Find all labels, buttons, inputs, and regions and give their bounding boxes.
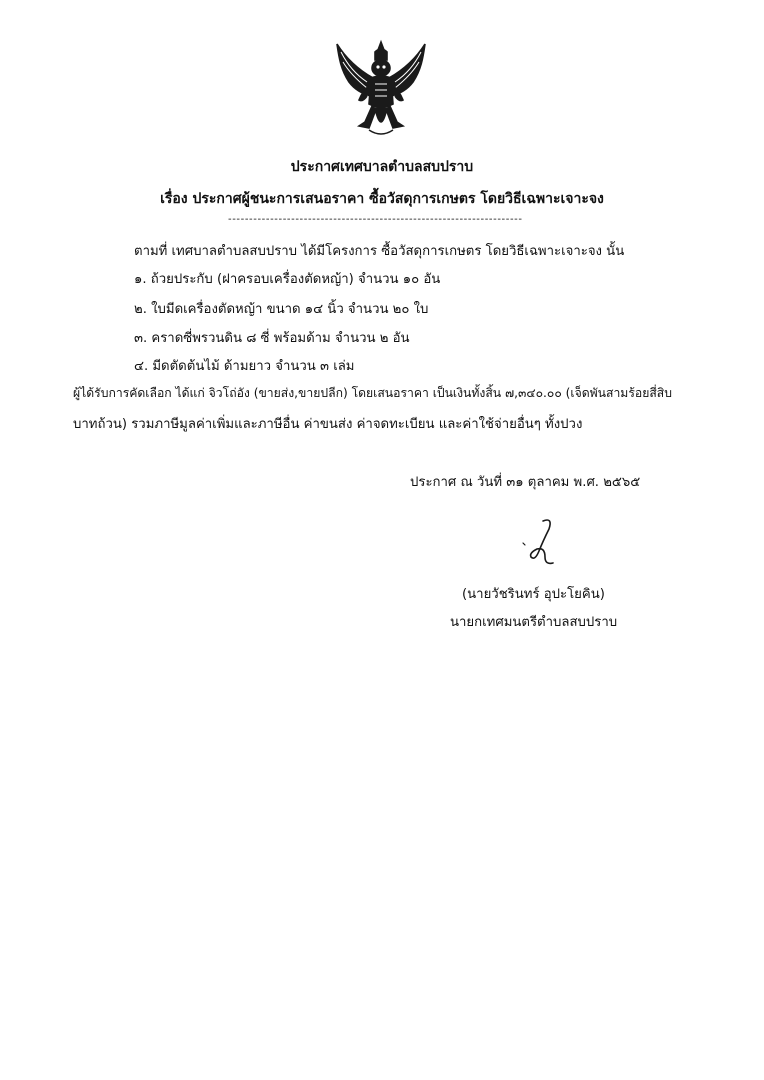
signature-icon: [515, 515, 567, 573]
signer-name: (นายวัชรินทร์ อุปะโยคิน): [462, 587, 605, 602]
document-subject: เรื่อง ประกาศผู้ชนะการเสนอราคา ซื้อวัสดุการเกษตร โดยวิธีเฉพาะเจาะจง: [160, 191, 604, 207]
item-2: ๒. ใบมีดเครื่องตัดหญ้า ขนาด ๑๔ นิ้ว จำนวน ๒๐ ใบ: [134, 302, 429, 317]
item-4: ๔. มีดตัดต้นไม้ ด้ามยาว จำนวน ๓ เล่ม: [134, 359, 355, 374]
garuda-emblem-icon: [329, 38, 433, 142]
item-1: ๑. ถ้วยประกับ (ฝาครอบเครื่องตัดหญ้า) จำนวน ๑๐ อัน: [134, 272, 441, 287]
title-separator: ----------------------------------------------------------------------: [228, 214, 523, 225]
signer-position: นายกเทศมนตรีตำบลสบปราบ: [450, 615, 618, 630]
document-title: ประกาศเทศบาลตำบลสบปราบ: [290, 159, 474, 175]
announcement-date: ประกาศ ณ วันที่ ๓๑ ตุลาคม พ.ศ. ๒๕๖๕: [410, 475, 641, 490]
item-3: ๓. คราดซี่พรวนดิน ๘ ซี่ พร้อมด้าม จำนวน ๒ อัน: [134, 331, 410, 346]
intro-paragraph: ตามที่ เทศบาลตำบลสบปราบ ได้มีโครงการ ซื้อวัสดุการเกษตร โดยวิธีเฉพาะเจาะจง นั้น: [134, 244, 625, 259]
winner-line-1: ผู้ได้รับการคัดเลือก ได้แก่ จิวโถ่อัง (ขายส่ง,ขายปลีก) โดยเสนอราคา เป็นเงินทั้งสิ้น ๗,๓๔๐.๐๐ (เจ็ดพันสามร้อยสี่สิบ: [73, 386, 672, 400]
winner-line-2: บาทถ้วน) รวมภาษีมูลค่าเพิ่มและภาษีอื่น ค่าขนส่ง ค่าจดทะเบียน และค่าใช้จ่ายอื่นๆ ทั้งปวง: [73, 417, 583, 432]
